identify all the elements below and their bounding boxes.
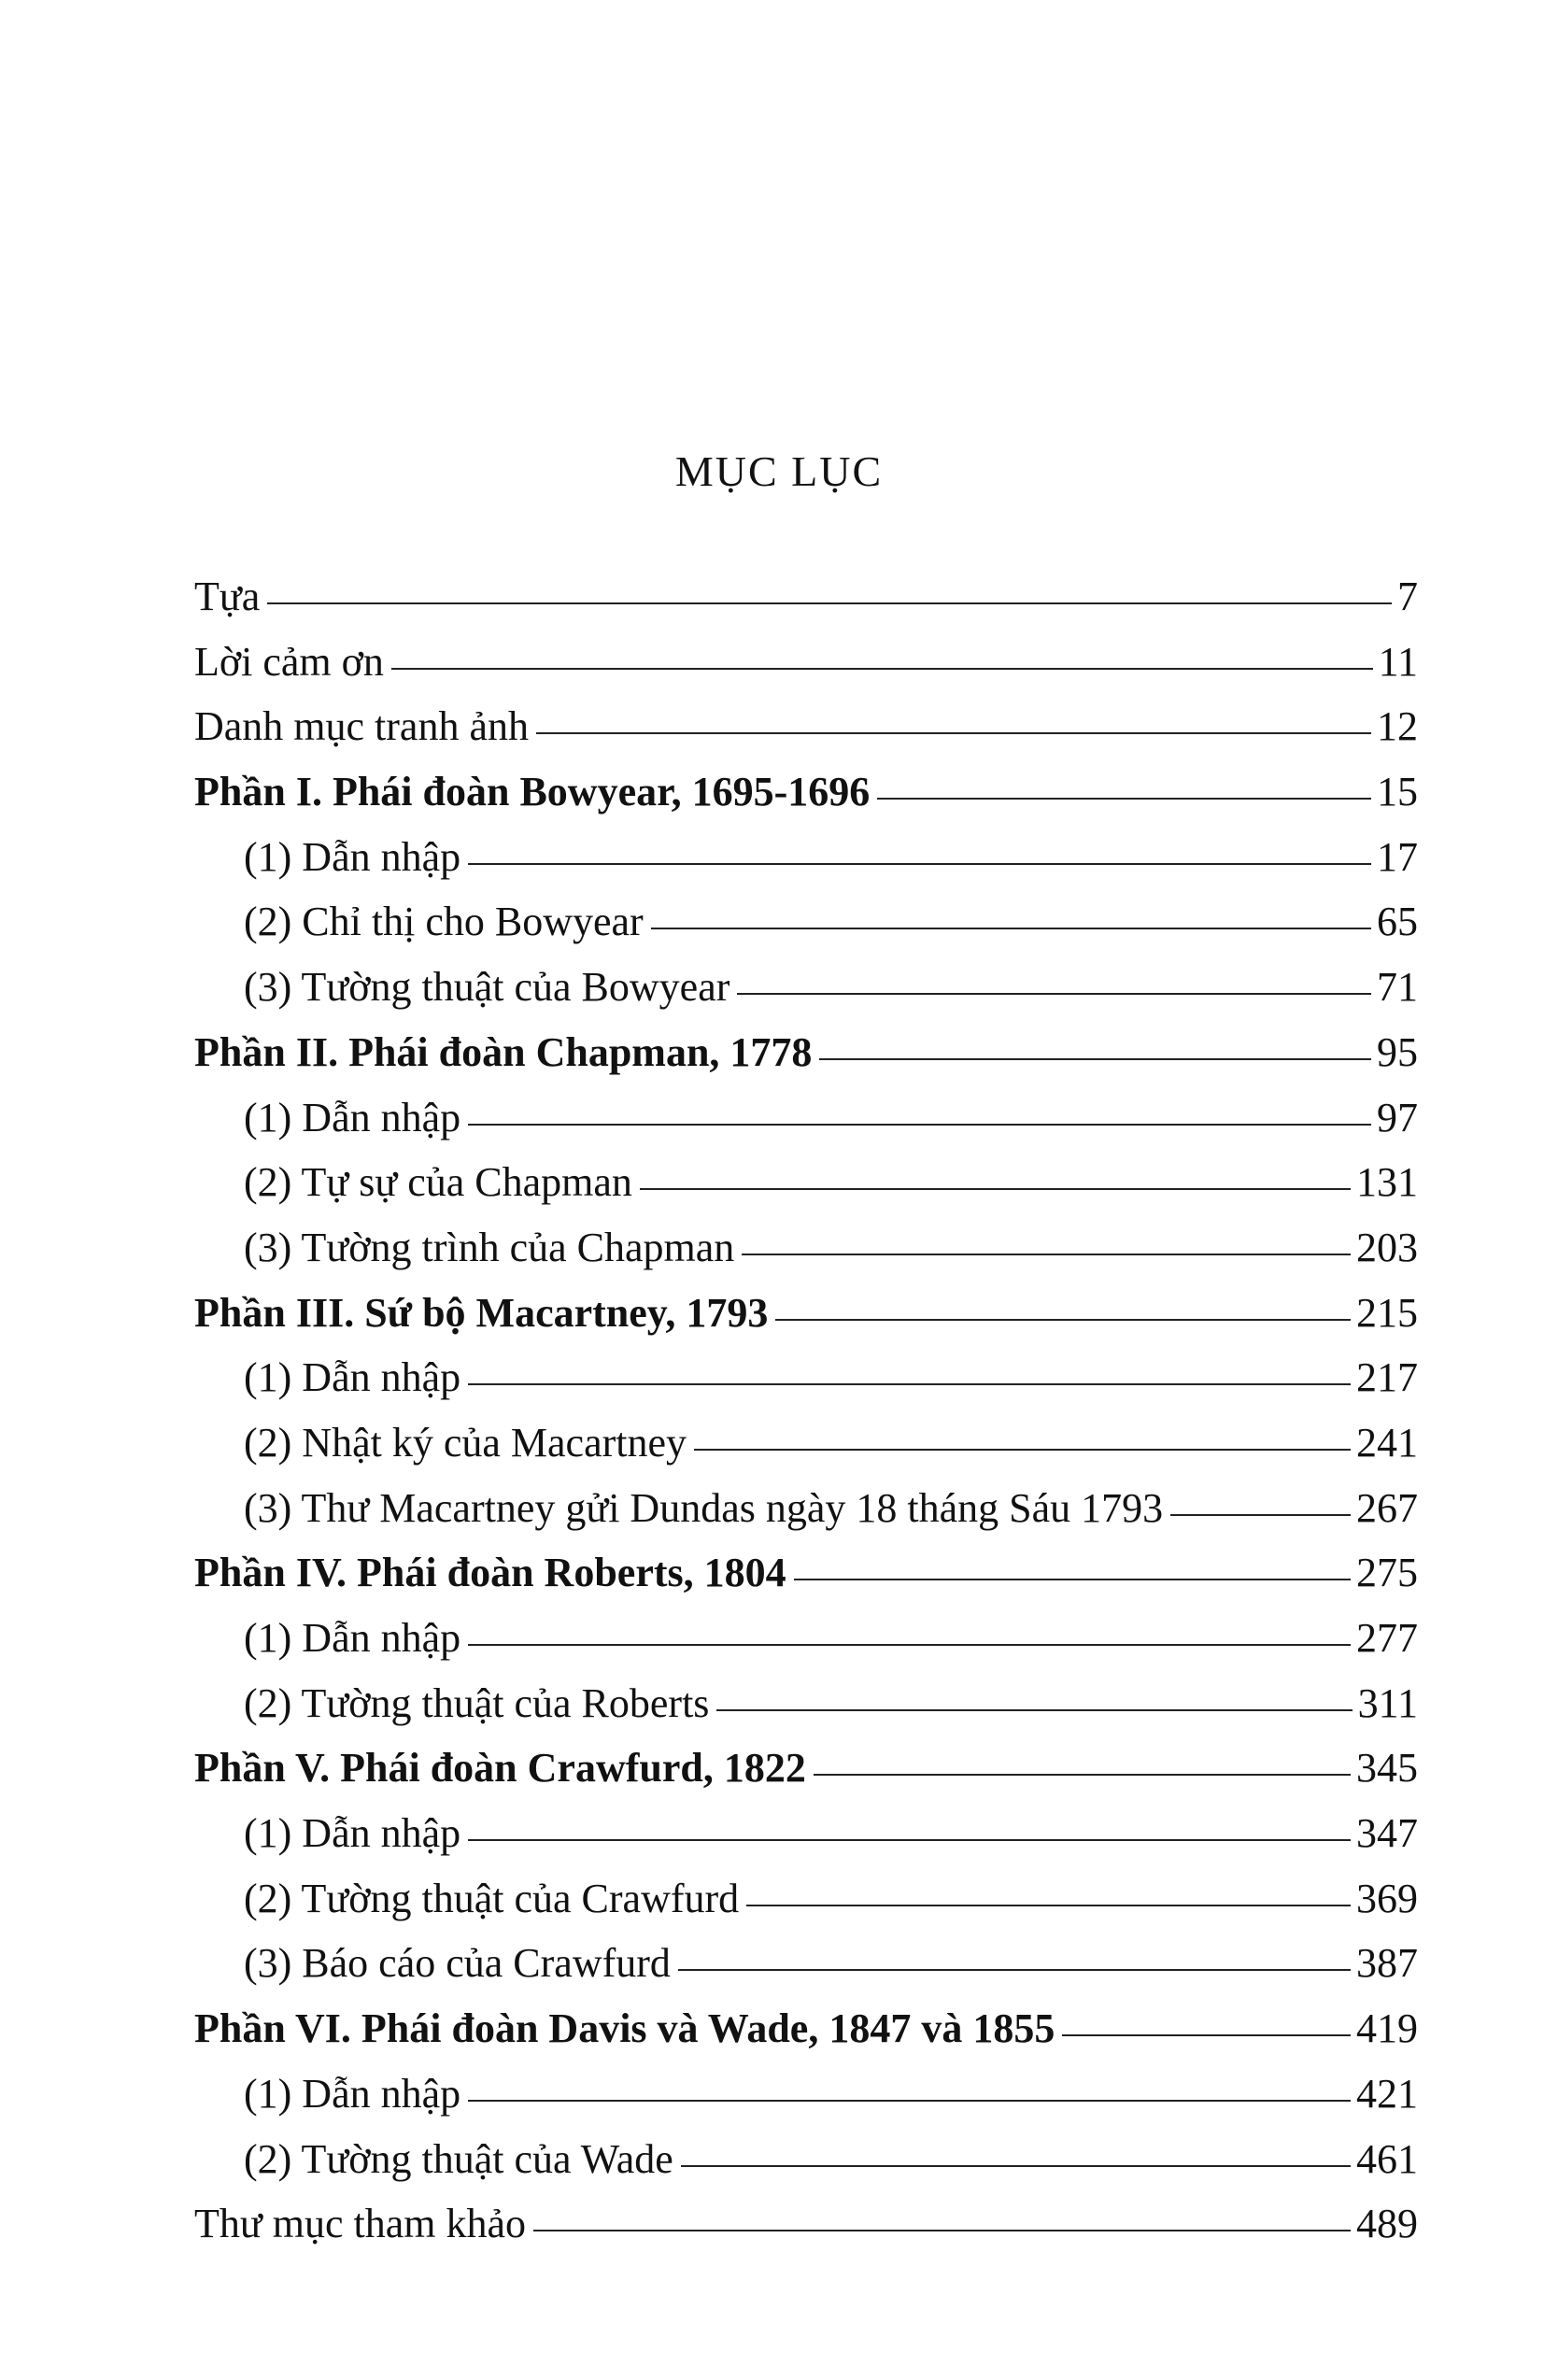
toc-page-number: 95 — [1377, 1028, 1418, 1075]
toc-leader-line — [716, 1709, 1352, 1711]
toc-entry-title: (3) Thư Macartney gửi Dundas ngày 18 tháng Sáu 1793 — [244, 1484, 1164, 1531]
toc-entry — [194, 564, 1418, 630]
toc-entry-title: Lời cảm ơn — [194, 638, 384, 685]
toc-subentry — [194, 1801, 1418, 1866]
toc-entry-title: Phần I. Phái đoàn Bowyear, 1695-1696 — [194, 769, 871, 815]
toc-leader-line — [681, 2165, 1351, 2167]
toc-entry-title: (1) Dẫn nhập — [244, 1810, 461, 1857]
toc-page-number: 345 — [1356, 1745, 1418, 1792]
toc-page-number: 275 — [1356, 1550, 1418, 1596]
toc-entry-title: (2) Tự sự của Chapman — [244, 1159, 632, 1206]
toc-entry-title: Phần II. Phái đoàn Chapman, 1778 — [194, 1028, 813, 1075]
toc-leader-line — [1062, 2034, 1351, 2036]
toc-entry-title: (3) Báo cáo của Crawfurd — [244, 1940, 671, 1987]
toc-entry-title: Phần V. Phái đoàn Crawfurd, 1822 — [194, 1745, 806, 1792]
toc-subentry — [194, 2061, 1418, 2127]
toc-entry-title: Phần III. Sứ bộ Macartney, 1793 — [194, 1289, 769, 1336]
toc-page-number: 461 — [1356, 2135, 1418, 2182]
toc-leader-line — [819, 1058, 1371, 1060]
toc-page-number: 7 — [1397, 574, 1418, 619]
toc-entry-title: (2) Tường thuật của Roberts — [244, 1679, 710, 1726]
toc-leader-line — [640, 1188, 1351, 1190]
toc-entry-title: Phần IV. Phái đoàn Roberts, 1804 — [194, 1550, 786, 1596]
toc-leader-line — [877, 798, 1371, 800]
toc-entry-title: (1) Dẫn nhập — [244, 1094, 461, 1140]
toc-leader-line — [678, 1969, 1351, 1971]
toc-leader-line — [694, 1449, 1351, 1451]
toc-page-number: 131 — [1356, 1159, 1418, 1206]
toc-leader-line — [651, 928, 1371, 929]
toc-subentry — [194, 1215, 1418, 1281]
toc-page-number: 311 — [1357, 1679, 1418, 1726]
table-of-contents — [194, 564, 1418, 2257]
toc-entry-title: (1) Dẫn nhập — [244, 1354, 461, 1401]
toc-leader-line — [468, 1124, 1371, 1126]
toc-entry — [194, 2191, 1418, 2257]
toc-leader-line — [742, 1254, 1351, 1255]
toc-leader-line — [267, 602, 1392, 604]
toc-entry — [194, 1996, 1418, 2061]
toc-page-number: 12 — [1377, 703, 1418, 750]
toc-entry — [194, 630, 1418, 695]
toc-entry-title: (1) Dẫn nhập — [244, 833, 461, 880]
toc-page-number: 17 — [1377, 833, 1418, 880]
toc-subentry — [194, 2127, 1418, 2192]
toc-leader-line — [1170, 1514, 1351, 1516]
toc-page-number: 65 — [1377, 899, 1418, 945]
toc-page-number: 217 — [1356, 1354, 1418, 1401]
toc-leader-line — [737, 993, 1371, 995]
toc-entry — [194, 759, 1418, 825]
toc-entry — [194, 1735, 1418, 1801]
toc-entry — [194, 1281, 1418, 1346]
toc-entry-title: Phần VI. Phái đoàn Davis và Wade, 1847 và 1855 — [194, 2005, 1055, 2052]
toc-page-number: 71 — [1377, 964, 1418, 1011]
toc-subentry — [194, 1150, 1418, 1215]
toc-page-number: 347 — [1356, 1810, 1418, 1857]
toc-leader-line — [468, 863, 1371, 865]
toc-entry-title: (2) Tường thuật của Crawfurd — [244, 1875, 740, 1921]
toc-leader-line — [468, 1839, 1351, 1841]
toc-page-number: 215 — [1356, 1289, 1418, 1336]
toc-page-number: 421 — [1356, 2070, 1418, 2117]
toc-leader-line — [533, 2230, 1351, 2231]
toc-leader-line — [468, 1644, 1351, 1646]
toc-entry-title: (1) Dẫn nhập — [244, 2070, 461, 2117]
toc-subentry — [194, 1606, 1418, 1671]
toc-leader-line — [536, 732, 1371, 734]
toc-entry — [194, 694, 1418, 759]
toc-page-number: 369 — [1356, 1875, 1418, 1921]
toc-subentry — [194, 1476, 1418, 1541]
toc-leader-line — [794, 1579, 1351, 1580]
toc-entry-title: (3) Tường thuật của Bowyear — [244, 964, 730, 1011]
toc-page-number: 203 — [1356, 1224, 1418, 1270]
toc-leader-line — [775, 1319, 1351, 1321]
toc-entry-title: Thư mục tham khảo — [194, 2201, 526, 2247]
toc-subentry — [194, 955, 1418, 1020]
toc-page-number: 241 — [1356, 1419, 1418, 1466]
toc-subentry — [194, 1085, 1418, 1151]
toc-leader-line — [746, 1905, 1351, 1906]
toc-entry-title: (1) Dẫn nhập — [244, 1615, 461, 1661]
toc-entry-title: Danh mục tranh ảnh — [194, 703, 529, 750]
page-title: MỤC LỤC — [674, 447, 884, 495]
toc-leader-line — [391, 668, 1373, 670]
toc-leader-line — [468, 2100, 1351, 2102]
toc-subentry — [194, 889, 1418, 955]
toc-entry-title: Tựa — [194, 574, 261, 619]
toc-subentry — [194, 825, 1418, 890]
toc-subentry — [194, 1410, 1418, 1476]
toc-leader-line — [814, 1774, 1351, 1776]
toc-entry-title: (2) Chỉ thị cho Bowyear — [244, 899, 644, 945]
toc-page-number: 15 — [1377, 769, 1418, 815]
toc-entry — [194, 1020, 1418, 1085]
toc-page-number: 267 — [1356, 1484, 1418, 1531]
toc-entry — [194, 1540, 1418, 1606]
toc-page-number: 419 — [1356, 2005, 1418, 2052]
toc-leader-line — [468, 1383, 1351, 1385]
toc-page-number: 387 — [1356, 1940, 1418, 1987]
toc-page-number: 489 — [1356, 2201, 1418, 2247]
toc-entry-title: (2) Tường thuật của Wade — [244, 2135, 673, 2182]
toc-subentry — [194, 1671, 1418, 1736]
toc-page-number: 277 — [1356, 1615, 1418, 1661]
toc-page-number: 11 — [1378, 638, 1418, 685]
toc-entry-title: (2) Nhật ký của Macartney — [244, 1419, 687, 1466]
toc-subentry — [194, 1931, 1418, 1996]
toc-entry-title: (3) Tường trình của Chapman — [244, 1224, 735, 1270]
toc-subentry — [194, 1866, 1418, 1932]
toc-subentry — [194, 1345, 1418, 1410]
toc-page-number: 97 — [1377, 1094, 1418, 1140]
